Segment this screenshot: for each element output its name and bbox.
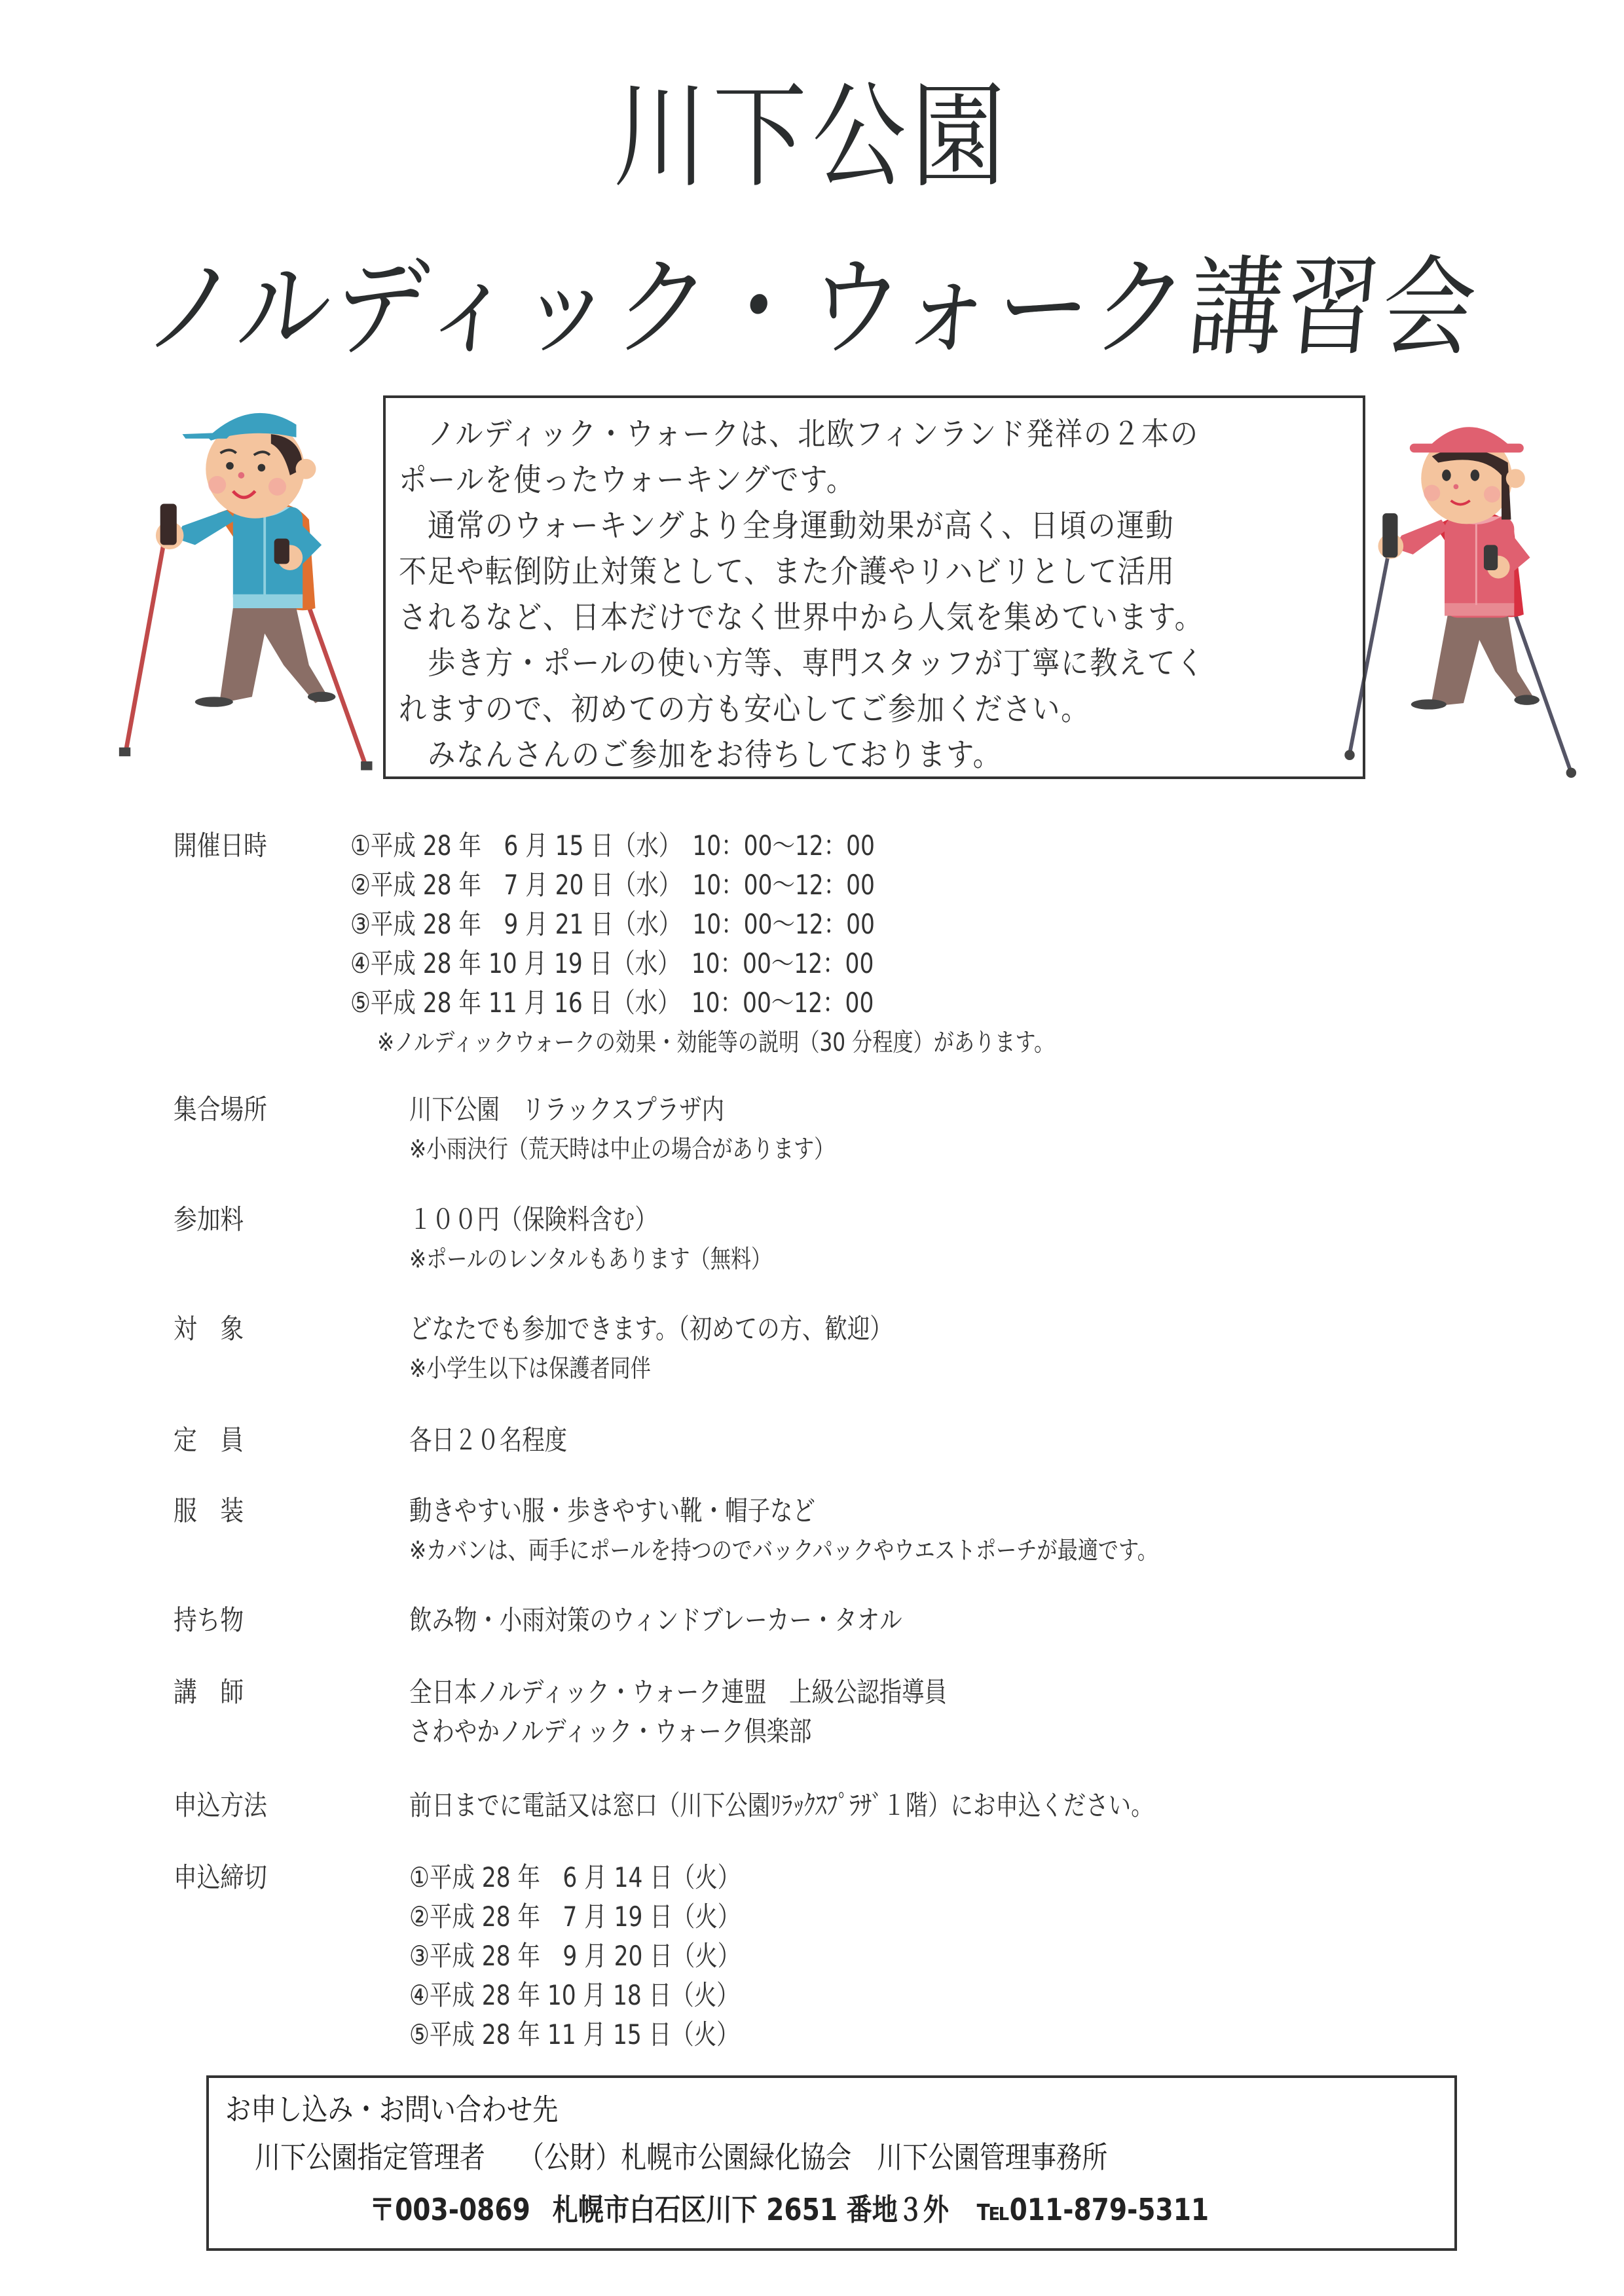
apply-method-label: 申込方法 xyxy=(174,1789,267,1821)
man-walker-illustration xyxy=(105,399,393,779)
intro-line: ポールを使ったウォーキングです。 xyxy=(399,462,855,498)
deadline-label: 申込締切 xyxy=(174,1861,267,1893)
intro-line: 歩き方・ポールの使い方等、専門スタッフが丁寧に教えてく xyxy=(399,645,1206,682)
capacity-value: 各日２０名程度 xyxy=(409,1424,568,1456)
intro-line: されるなど、日本だけでなく世界中から人気を集めています。 xyxy=(399,599,1204,636)
contact-tel: ℡011-879-5311 xyxy=(976,2192,1209,2227)
contact-org-name: （公財）札幌市公園緑化協会 川下公園管理事務所 xyxy=(518,2140,1108,2175)
deadline-item: ⑤平成 28 年 11 月 15 日（火） xyxy=(409,2018,739,2050)
contact-address: 札幌市白石区川下 2651 番地３外 xyxy=(552,2192,950,2227)
intro-line: れますので、初めての方も安心してご参加ください。 xyxy=(399,691,1090,727)
schedule-item: ②平成 28 年 7 月 20 日（水） 10：00～12：00 xyxy=(350,869,875,901)
attire-note: ※カバンは、両手にポールを持つのでバックパックやウエストポーチが最適です。 xyxy=(409,1536,1158,1565)
intro-line: ノルディック・ウォークは、北欧フィンランド発祥の２本の xyxy=(399,416,1199,452)
schedule-item: ③平成 28 年 9 月 21 日（水） 10：00～12：00 xyxy=(350,908,875,940)
contact-organization xyxy=(255,2134,1107,2177)
schedule-note: ※ノルディックウォークの効果・効能等の説明（30 分程度）があります。 xyxy=(377,1028,1055,1057)
capacity-label: 定 員 xyxy=(174,1424,244,1456)
page-title-line2: ノルディック・ウォーク講習会 xyxy=(139,245,1485,371)
deadline-item: ②平成 28 年 7 月 19 日（火） xyxy=(409,1901,741,1933)
schedule-item: ①平成 28 年 6 月 15 日（水） 10：00～12：00 xyxy=(350,829,875,862)
deadline-item: ①平成 28 年 6 月 14 日（火） xyxy=(409,1861,741,1893)
attire-label: 服 装 xyxy=(174,1495,244,1527)
woman-walker-illustration xyxy=(1329,399,1598,779)
target-value: どなたでも参加できます。（初めての方、歓迎） xyxy=(409,1313,893,1345)
contact-postal: 〒003-0869 xyxy=(369,2192,530,2227)
fee-label: 参加料 xyxy=(174,1203,244,1235)
venue-note: ※小雨決行（荒天時は中止の場合があります） xyxy=(409,1135,835,1163)
contact-box xyxy=(206,2075,1457,2251)
schedule-label: 開催日時 xyxy=(174,829,267,862)
intro-line: 通常のウォーキングより全身運動効果が高く、日頃の運動 xyxy=(399,507,1175,544)
attire-value: 動きやすい服・歩きやすい靴・帽子など xyxy=(409,1495,815,1527)
contact-org-role: 川下公園指定管理者 xyxy=(255,2140,485,2175)
target-note: ※小学生以下は保護者同伴 xyxy=(409,1354,651,1383)
instructor-line: 全日本ノルディック・ウォーク連盟 上級公認指導員 xyxy=(409,1676,948,1708)
belongings-value: 飲み物・小雨対策のウィンドブレーカー・タオル xyxy=(409,1604,902,1636)
contact-heading: お申し込み・お問い合わせ先 xyxy=(225,2092,559,2127)
schedule-item: ④平成 28 年 10 月 19 日（水） 10：00～12：00 xyxy=(350,947,874,979)
contact-address-line xyxy=(369,2186,1209,2229)
page-title-line1: 川下公園 xyxy=(613,71,1011,204)
instructor-line: さわやかノルディック・ウォーク倶楽部 xyxy=(409,1715,812,1747)
fee-note: ※ポールのレンタルもあります（無料） xyxy=(409,1245,772,1273)
venue-label: 集合場所 xyxy=(174,1093,267,1125)
target-label: 対 象 xyxy=(174,1313,244,1345)
deadline-item: ④平成 28 年 10 月 18 日（火） xyxy=(409,1979,739,2011)
deadline-item: ③平成 28 年 9 月 20 日（火） xyxy=(409,1940,741,1972)
intro-line: みなんさんのご参加をお待ちしております。 xyxy=(399,737,1002,773)
belongings-label: 持ち物 xyxy=(174,1604,244,1636)
venue-value: 川下公園 リラックスプラザ内 xyxy=(409,1093,725,1125)
apply-method-value: 前日までに電話又は窓口（川下公園ﾘﾗｯｸｽﾌﾟﾗｻﾞ１階）にお申込ください。 xyxy=(409,1789,1154,1821)
intro-box xyxy=(383,395,1365,779)
fee-value: １００円（保険料含む） xyxy=(409,1203,657,1235)
schedule-item: ⑤平成 28 年 11 月 16 日（水） 10：00～12：00 xyxy=(350,987,874,1019)
intro-line: 不足や転倒防止対策として、また介護やリハビリとして活用 xyxy=(399,553,1175,590)
instructor-label: 講 師 xyxy=(174,1676,244,1708)
